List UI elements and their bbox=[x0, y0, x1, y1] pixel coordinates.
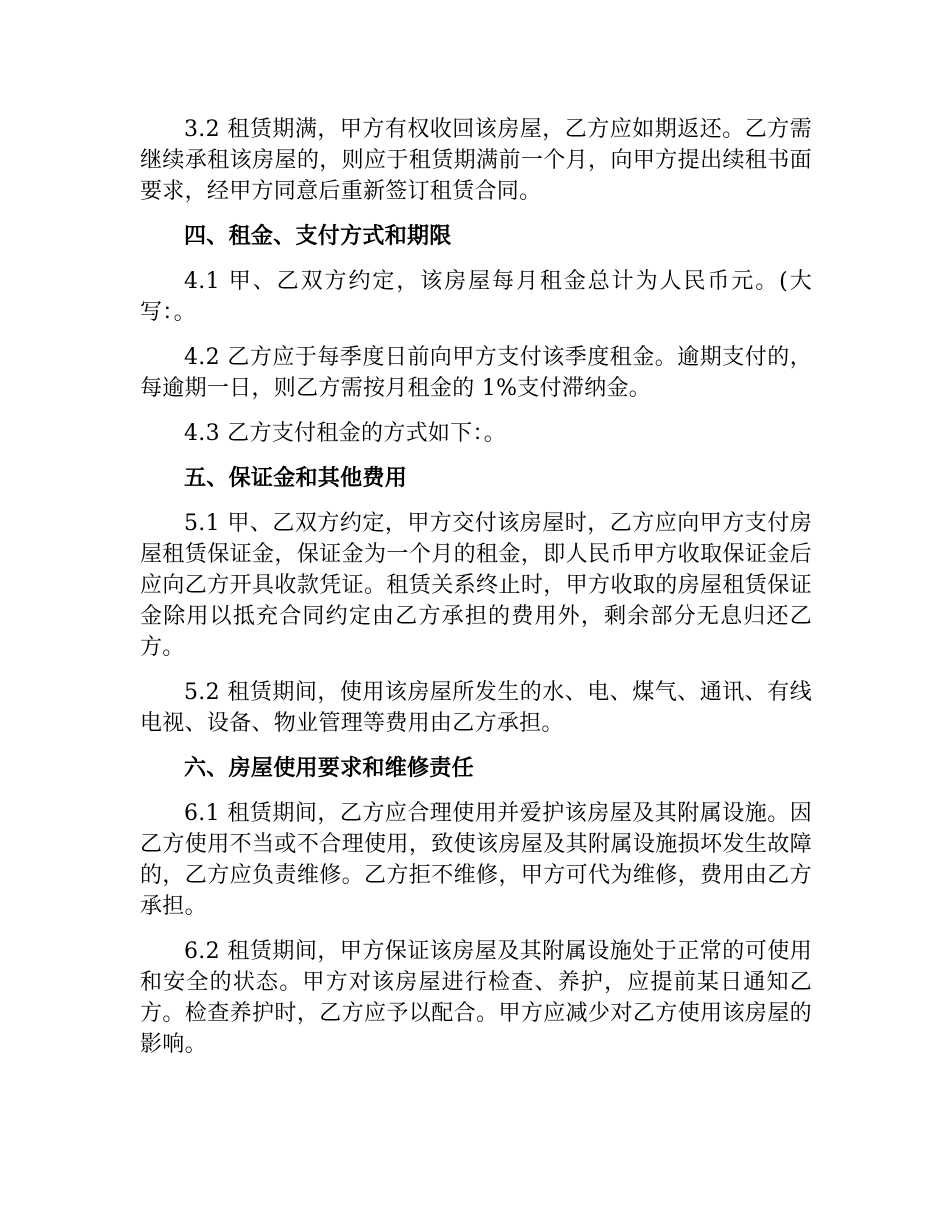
document-page bbox=[140, 114, 812, 1074]
clause-4-3: 4.3 乙方支付租金的方式如下：。 bbox=[184, 421, 507, 446]
clause-4-1: 4.1 甲、乙双方约定，该房屋每月租金总计为人民币元。(大写：。 bbox=[140, 269, 812, 325]
section-heading-maintenance: 六、房屋使用要求和维修责任 bbox=[184, 756, 474, 781]
section-heading-deposit: 五、保证金和其他费用 bbox=[184, 466, 408, 491]
clause-5-1: 5.1 甲、乙双方约定，甲方交付该房屋时，乙方应向甲方支付房屋租赁保证金，保证金为一个月的租金，即人民币甲方收取保证金后应向乙方开具收款凭证。租赁关系终止时，甲方收取的房屋租赁保证金除用以抵充合同约定由乙方承担的费用外，剩余部分无息归还乙方。 bbox=[140, 511, 812, 660]
clause-6-2: 6.2 租赁期间，甲方保证该房屋及其附属设施处于正常的可使用和安全的状态。甲方对该房屋进行检查、养护，应提前某日通知乙方。检查养护时，乙方应予以配合。甲方应减少对乙方使用该房屋的影响。 bbox=[140, 939, 812, 1057]
clause-4-2: 4.2 乙方应于每季度日前向甲方支付该季度租金。逾期支付的，每逾期一日，则乙方需按月租金的 1%支付滞纳金。 bbox=[140, 345, 812, 401]
clause-6-1: 6.1 租赁期间，乙方应合理使用并爱护该房屋及其附属设施。因乙方使用不当或不合理使用，致使该房屋及其附属设施损坏发生故障的，乙方应负责维修。乙方拒不维修，甲方可代为维修，费用由乙方承担。 bbox=[140, 801, 812, 919]
section-heading-rent: 四、租金、支付方式和期限 bbox=[184, 224, 452, 249]
clause-3-2: 3.2 租赁期满，甲方有权收回该房屋，乙方应如期返还。乙方需继续承租该房屋的，则应于租赁期满前一个月，向甲方提出续租书面要求，经甲方同意后重新签订租赁合同。 bbox=[140, 117, 812, 204]
clause-5-2: 5.2 租赁期间，使用该房屋所发生的水、电、煤气、通讯、有线电视、设备、物业管理等费用由乙方承担。 bbox=[140, 680, 812, 736]
